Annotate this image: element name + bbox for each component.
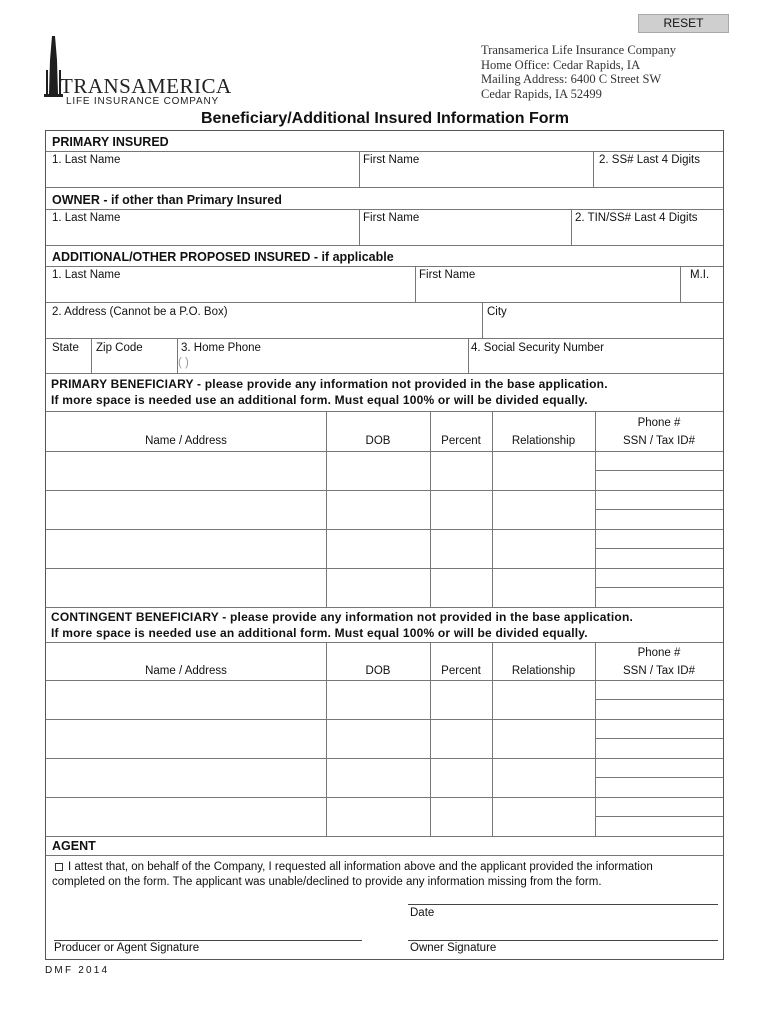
owner-tin-field[interactable]: 2. TIN/SS# Last 4 Digits xyxy=(575,212,698,224)
producer-signature-line[interactable] xyxy=(54,940,362,941)
owner-signature-label: Owner Signature xyxy=(410,942,497,954)
attest-text-2: completed on the form. The applicant was unable/declined to provide any information missing from the form. xyxy=(52,876,602,888)
additional-insured-heading: ADDITIONAL/OTHER PROPOSED INSURED - if applicable xyxy=(52,250,394,264)
cb-col-relationship: Relationship xyxy=(511,665,576,677)
pb-col-name: Name / Address xyxy=(145,435,227,447)
additional-last-name-field[interactable]: 1. Last Name xyxy=(52,269,121,281)
form-title: Beneficiary/Additional Insured Information Form xyxy=(200,110,570,127)
attest-checkbox[interactable] xyxy=(55,863,63,871)
cb-col-phone: Phone # xyxy=(637,647,681,659)
cb-col-dob: DOB xyxy=(365,665,391,677)
additional-state-field[interactable]: State xyxy=(52,342,79,354)
owner-heading: OWNER - if other than Primary Insured xyxy=(52,193,282,207)
cb-row-1[interactable] xyxy=(46,680,723,681)
pb-row-1[interactable] xyxy=(46,451,723,452)
cb-col-name: Name / Address xyxy=(145,665,227,677)
contingent-beneficiary-heading: CONTINGENT BENEFICIARY - please provide any information not provided in the base application. xyxy=(51,610,634,624)
additional-first-name-field[interactable]: First Name xyxy=(419,269,476,281)
agent-heading: AGENT xyxy=(52,839,96,853)
additional-address-field[interactable]: 2. Address (Cannot be a P.O. Box) xyxy=(52,306,228,318)
contingent-beneficiary-note: If more space is needed use an additional form. Must equal 100% or will be divided equally. xyxy=(51,626,588,640)
attest-text-1: I attest that, on behalf of the Company, I requested all information above and the applicant provided the information xyxy=(68,861,653,873)
form-body xyxy=(45,130,724,960)
pb-row-4[interactable] xyxy=(46,568,723,569)
cb-col-ssn: SSN / Tax ID# xyxy=(622,665,695,677)
pb-col-phone: Phone # xyxy=(637,417,681,429)
company-name: Transamerica Life Insurance Company xyxy=(481,43,676,57)
additional-city-field[interactable]: City xyxy=(487,306,507,318)
date-label: Date xyxy=(410,907,435,919)
form-code: DMF 2014 xyxy=(45,965,110,976)
pb-col-percent: Percent xyxy=(441,435,481,447)
primary-last-name-field[interactable]: 1. Last Name xyxy=(52,154,121,166)
phone-area-code: ( ) xyxy=(178,357,189,369)
owner-last-name-field[interactable]: 1. Last Name xyxy=(52,212,121,224)
primary-first-name-field[interactable]: First Name xyxy=(363,154,420,166)
primary-insured-heading: PRIMARY INSURED xyxy=(52,135,169,149)
home-office: Home Office: Cedar Rapids, IA xyxy=(481,57,641,72)
pb-row-2[interactable] xyxy=(46,490,723,491)
cb-row-2[interactable] xyxy=(46,719,723,720)
pb-col-ssn: SSN / Tax ID# xyxy=(622,435,695,447)
date-line[interactable] xyxy=(408,904,718,905)
pb-col-dob: DOB xyxy=(365,435,391,447)
producer-signature-label: Producer or Agent Signature xyxy=(54,942,200,954)
owner-signature-line[interactable] xyxy=(408,940,718,941)
primary-beneficiary-note: If more space is needed use an additional form. Must equal 100% or will be divided equally. xyxy=(51,393,588,407)
cb-row-3[interactable] xyxy=(46,758,723,759)
additional-home-phone-field[interactable]: 3. Home Phone xyxy=(181,342,261,354)
mailing-address: Mailing Address: 6400 C Street SW xyxy=(481,72,662,86)
city-state-zip: Cedar Rapids, IA 52499 xyxy=(481,86,602,101)
cb-col-percent: Percent xyxy=(441,665,481,677)
pb-row-3[interactable] xyxy=(46,529,723,530)
pb-col-relationship: Relationship xyxy=(511,435,576,447)
primary-beneficiary-heading: PRIMARY BENEFICIARY - please provide any information not provided in the base application. xyxy=(51,377,608,391)
primary-ssn-field[interactable]: 2. SS# Last 4 Digits xyxy=(599,154,700,166)
cb-row-4[interactable] xyxy=(46,797,723,798)
logo-wordmark: TRANSAMERICA xyxy=(60,74,232,98)
logo-subtitle: LIFE INSURANCE COMPANY xyxy=(66,96,219,107)
reset-button[interactable]: RESET xyxy=(638,14,729,33)
company-address xyxy=(481,43,676,101)
additional-ssn-field[interactable]: 4. Social Security Number xyxy=(471,342,604,354)
owner-first-name-field[interactable]: First Name xyxy=(363,212,420,224)
additional-mi-field[interactable]: M.I. xyxy=(690,269,710,281)
additional-zip-field[interactable]: Zip Code xyxy=(96,342,143,354)
